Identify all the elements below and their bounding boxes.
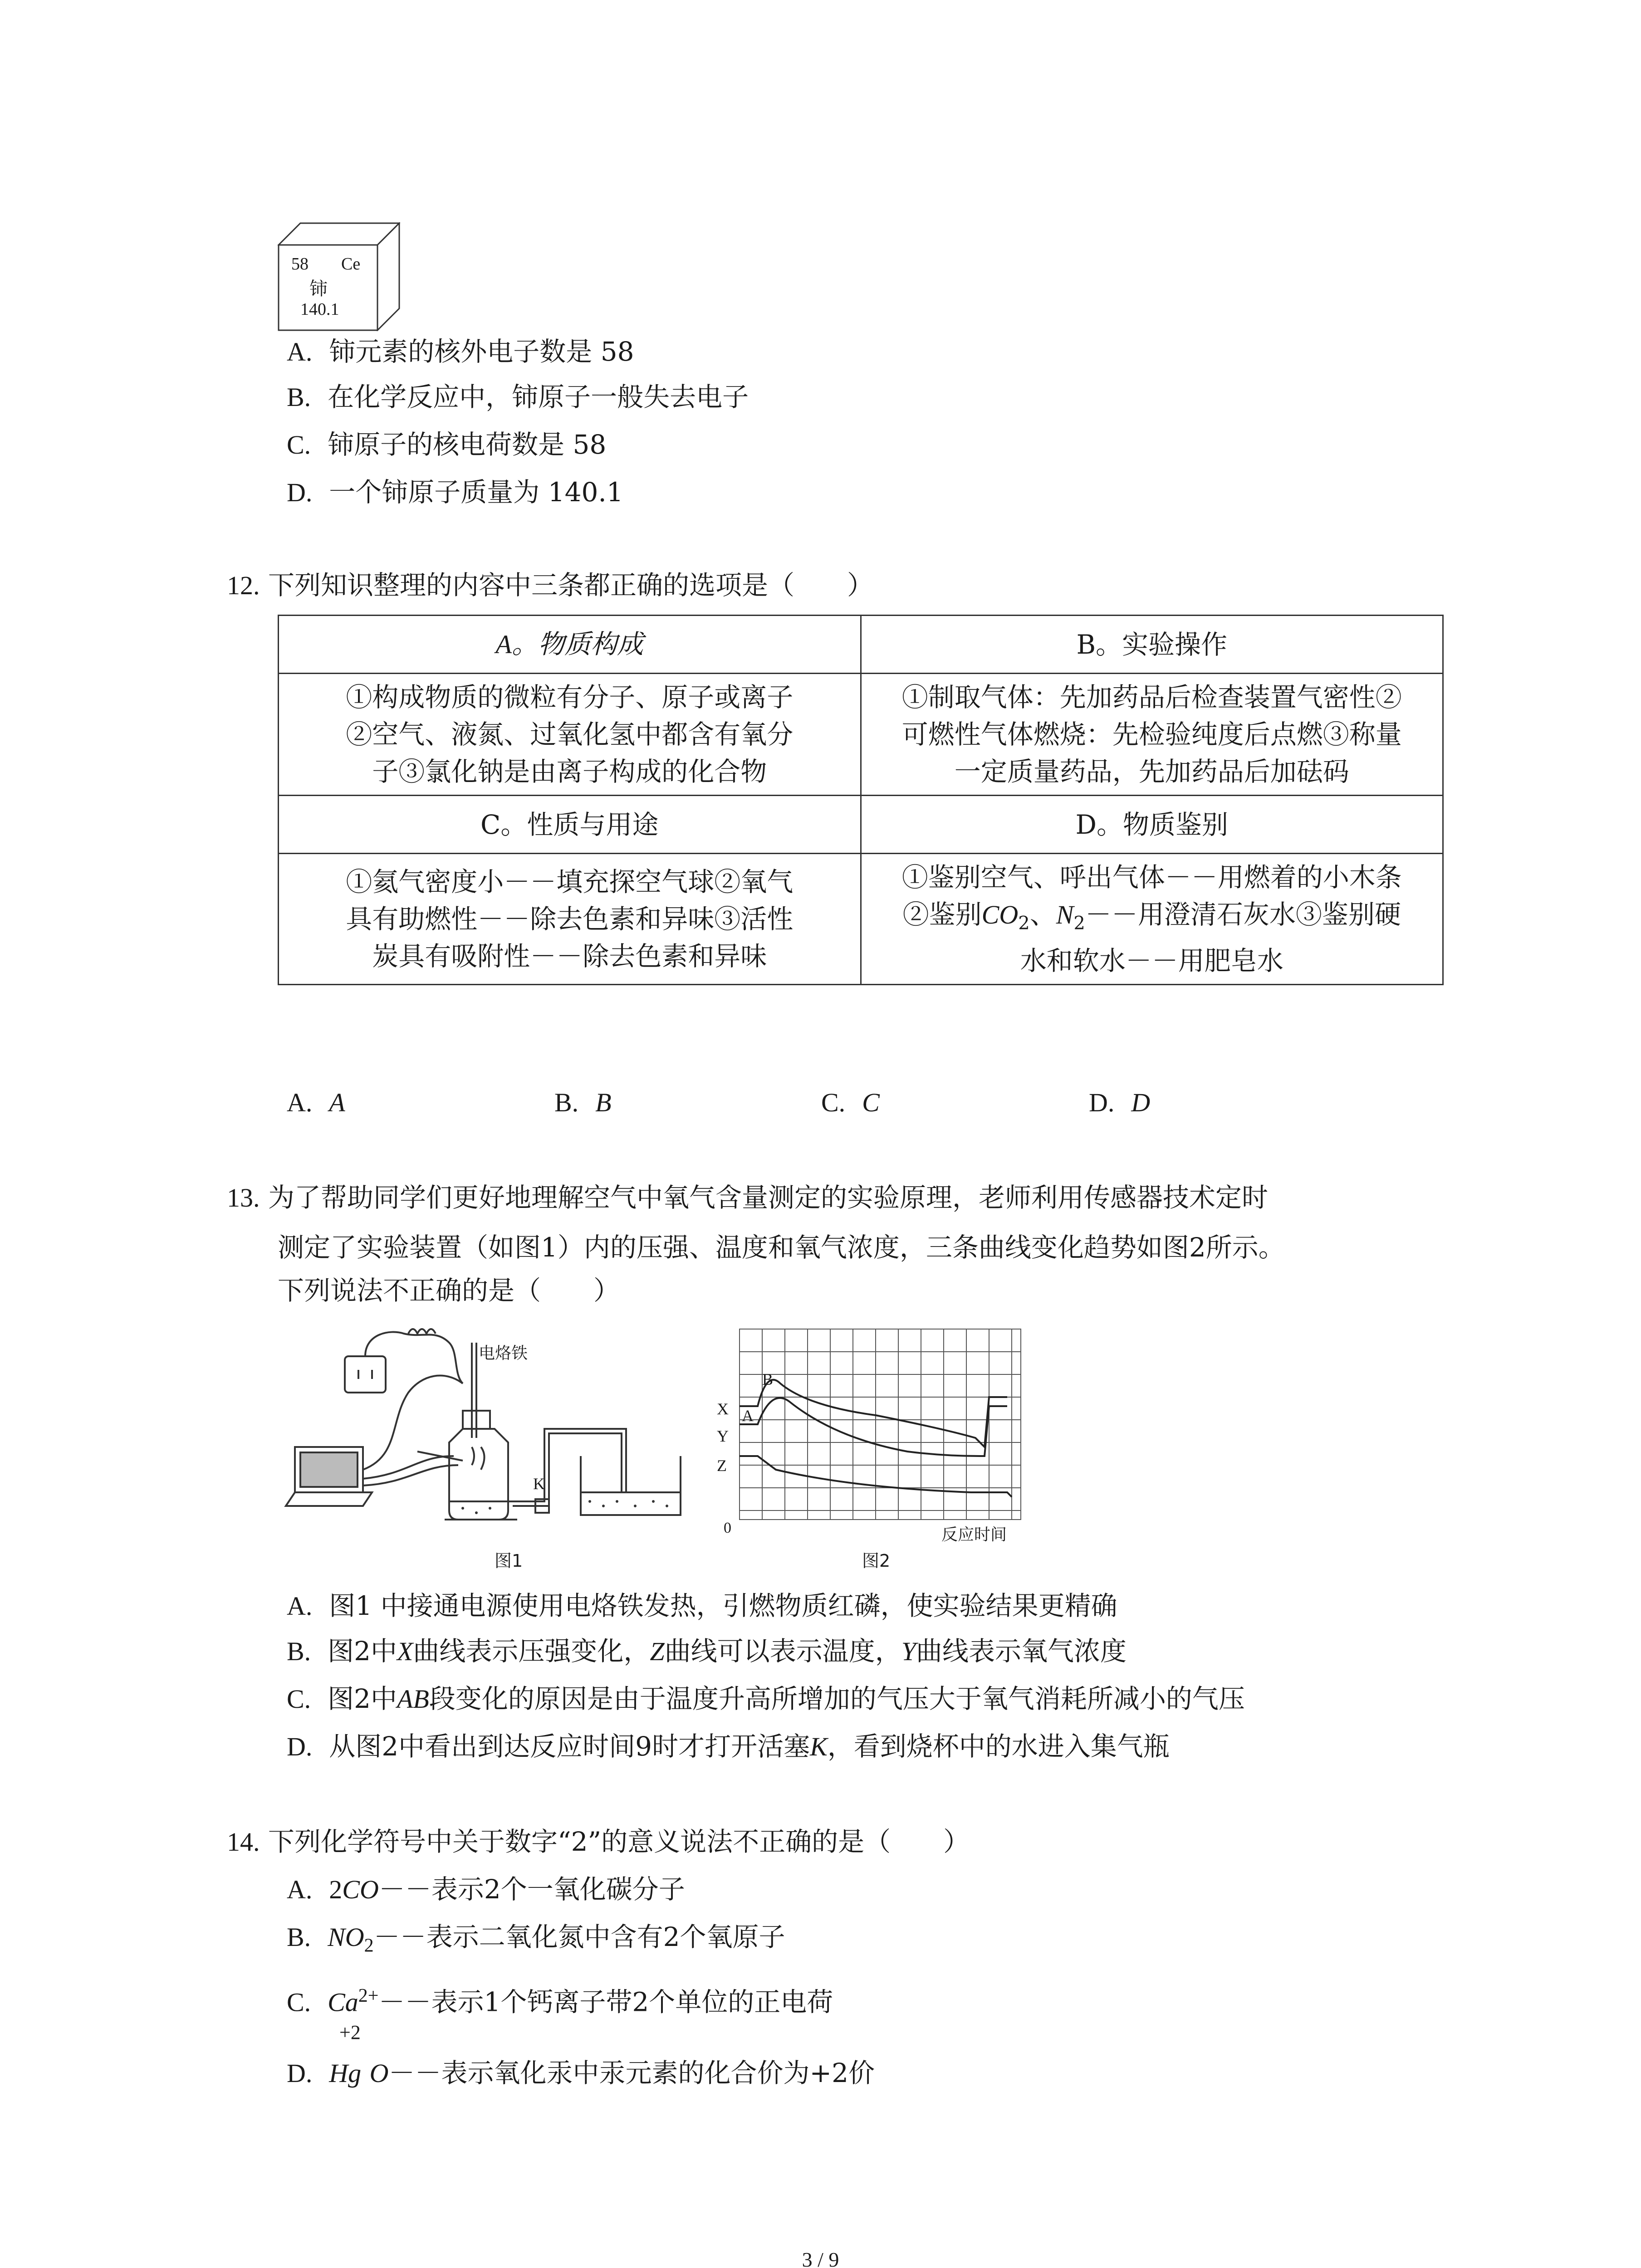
label-x: X — [717, 1400, 729, 1418]
table-cell-b: ①制取气体：先加药品后检查装置气密性② 可燃性气体燃烧：先检验纯度后点燃③称量 一定质量药品，先加药品后加砝码 — [861, 674, 1443, 796]
figure-2-caption: 图2 — [862, 1551, 891, 1571]
label-k: K — [533, 1475, 545, 1493]
element-card — [278, 222, 400, 333]
label-y: Y — [717, 1427, 729, 1445]
q13-stem-line3: 下列说法不正确的是（ ） — [278, 1275, 620, 1306]
q14-option-b: B. $NO_2--$表示二氧化氮中含有2个氧原子 — [287, 1921, 785, 1956]
element-mass: 140.1 — [300, 300, 339, 319]
q11-option-b: B. 在化学反应中，铈原子一般失去电子 — [287, 381, 749, 412]
curve-x — [740, 1380, 1007, 1447]
q14-option-d: D. Hg O－－表示氧化汞中汞元素的化合价为+2价 — [287, 2058, 875, 2088]
table-head-d: D。物质鉴别 — [861, 796, 1443, 854]
q13-option-c: C. 图2中AB段变化的原因是由于温度升高所增加的气压大于氧气消耗所减小的气压 — [287, 1683, 1245, 1714]
q14-stem: 14. 下列化学符号中关于数字“2”的意义说法不正确的是（ ） — [227, 1826, 970, 1857]
q13-stem-line1: 13. 为了帮助同学们更好地理解空气中氧气含量测定的实验原理，老师利用传感器技术定时 — [227, 1182, 1268, 1213]
element-number: 58 — [291, 254, 309, 274]
q11-option-d: D. 一个铈原子质量为 140.1 — [287, 477, 623, 508]
figure-1-apparatus — [272, 1320, 726, 1571]
label-time-axis: 反应时间 — [941, 1525, 1007, 1544]
q13-stem-line2: 测定了实验装置（如图1）内的压强、温度和氧气浓度，三条曲线变化趋势如图2所示。 — [278, 1232, 1285, 1263]
figure-1-caption: 图1 — [495, 1551, 523, 1571]
table-head-b: B。实验操作 — [861, 616, 1443, 674]
label-origin: 0 — [724, 1520, 731, 1536]
q13-option-b: B. 图2中X曲线表示压强变化，Z曲线可以表示温度，Y曲线表示氧气浓度 — [287, 1636, 1127, 1667]
curve-y — [740, 1398, 1007, 1456]
q12-option-c: C. C — [821, 1088, 880, 1117]
label-b: B — [762, 1370, 774, 1388]
q12-option-b: B. B — [554, 1088, 612, 1117]
table-cell-a: ①构成物质的微粒有分子、原子或离子 ②空气、液氮、过氧化氢中都含有氧分 子③氯化钠是由离子构成的化合物 — [279, 674, 861, 796]
q12-option-d: D. D — [1089, 1088, 1151, 1117]
element-name: 铈 — [309, 279, 328, 299]
page-number: 3 / 9 — [802, 2248, 839, 2268]
q14-option-c: C. $Ca^{2+}--$表示1个钙离子带2个单位的正电荷 — [287, 1985, 833, 2018]
q13-option-a: A. 图1 中接通电源使用电烙铁发热，引燃物质红磷，使实验结果更精确 — [287, 1590, 1117, 1621]
label-soldering-iron: 电烙铁 — [479, 1344, 528, 1363]
q11-option-a: A. 铈元素的核外电子数是 58 — [287, 336, 634, 367]
q12-stem: 12. 下列知识整理的内容中三条都正确的选项是（ ） — [227, 570, 873, 601]
q12-option-a: A. A — [287, 1088, 345, 1117]
table-cell-d: ①鉴别空气、呼出气体－－用燃着的小木条 ②鉴别$CO_2$、$N_2--$用澄清石灰水③鉴别硬 水和软水－－用肥皂水 — [861, 854, 1443, 985]
chart-grid — [740, 1329, 1021, 1520]
table-head-a: A。物质构成 — [279, 616, 861, 674]
table-head-c: C。性质与用途 — [279, 796, 861, 854]
label-z: Z — [717, 1457, 727, 1475]
knowledge-table — [278, 615, 1444, 985]
label-a: A — [742, 1407, 754, 1425]
q13-option-d: D. 从图2中看出到达反应时间9时才打开活塞K，看到烧杯中的水进入集气瓶 — [287, 1731, 1170, 1762]
table-cell-c: ①氦气密度小－－填充探空气球②氧气 具有助燃性－－除去色素和异味③活性 炭具有吸附性－－除去色素和异味 — [279, 854, 861, 985]
figure-2-chart — [717, 1320, 1043, 1571]
element-symbol: Ce — [341, 254, 361, 274]
valence-mark: +2 — [339, 2021, 361, 2043]
q14-option-a: A. 2CO－－表示2个一氧化碳分子 — [287, 1874, 685, 1905]
q11-option-c: C. 铈原子的核电荷数是 58 — [287, 429, 607, 460]
